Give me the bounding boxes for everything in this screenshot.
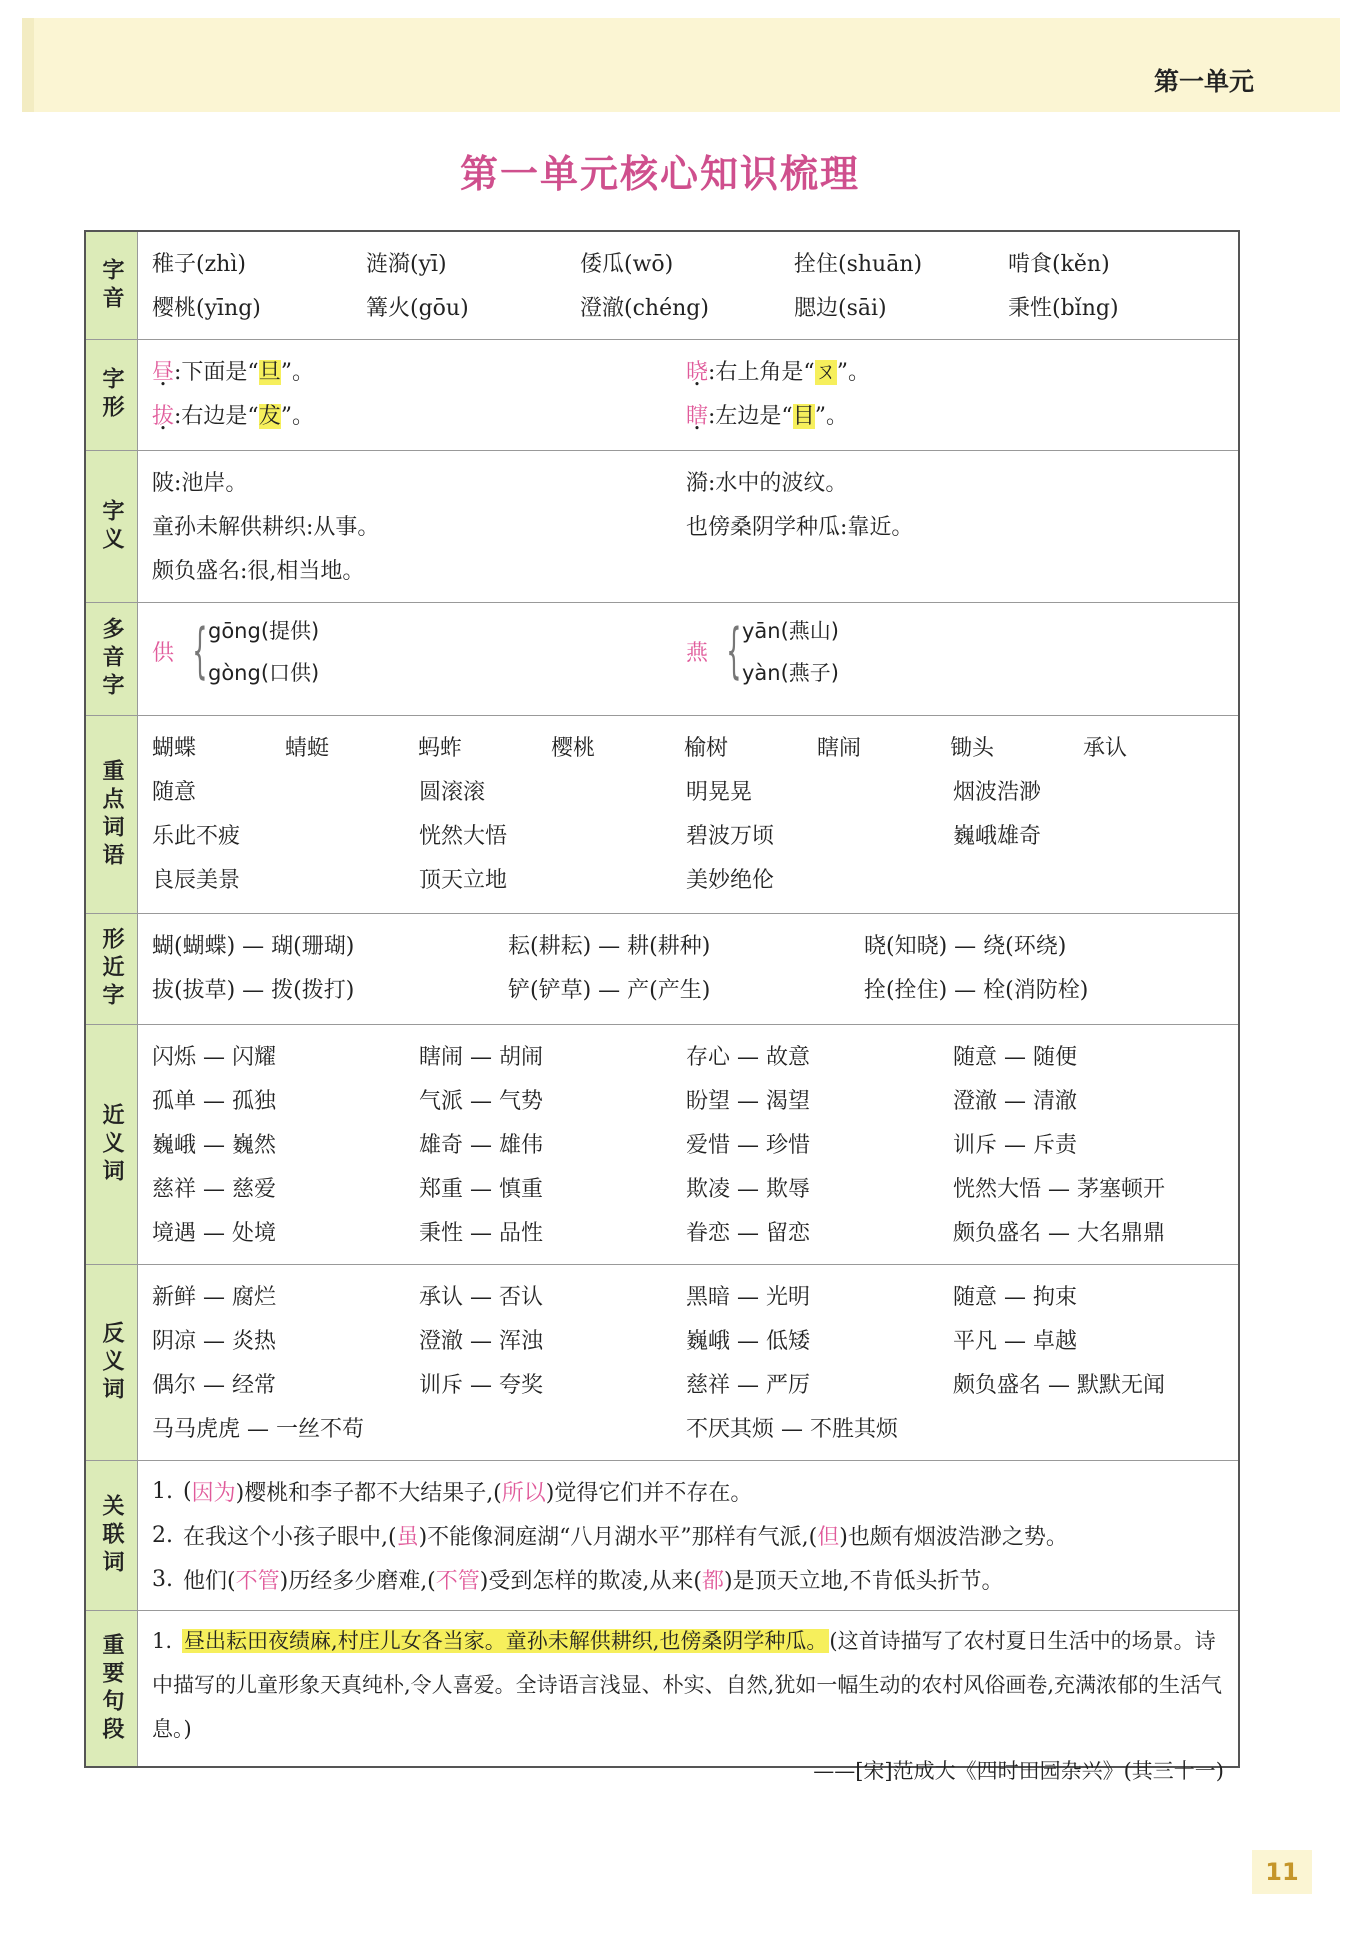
page-number: 11 — [1252, 1850, 1312, 1894]
antonym-pair: 平凡 — 卓越 — [953, 1328, 1077, 1354]
pinyin-item: 涟漪(yī) — [366, 251, 447, 277]
pinyin-item: 拴住(shuān) — [794, 251, 923, 277]
section-fan-yi — [86, 1265, 1238, 1461]
synonym-pair: 境遇 — 处境 — [152, 1220, 276, 1246]
section-label: 字形 — [86, 340, 138, 450]
zi-yin-row-1 — [152, 240, 1224, 284]
zi-yi-item: 陂:池岸。 — [152, 470, 248, 496]
word-item: 蝴蝶 — [152, 735, 197, 761]
word-item: 碧波万顷 — [686, 823, 775, 849]
synonym-pair: 巍峨 — 巍然 — [152, 1132, 276, 1158]
antonym-pair: 偶尔 — 经常 — [152, 1372, 276, 1398]
word-item: 圆滚滚 — [419, 779, 486, 805]
conjunction-sentence: 3. 他们( 不管 )历经多少磨难,( 不管 )受到怎样的欺凌,从来( 都 )是顶天立地,不肯低头折节。 — [152, 1566, 1004, 1594]
section-label: 重点词语 — [86, 716, 138, 913]
antonym-pair: 慈祥 — 严厉 — [686, 1372, 810, 1398]
antonym-pair: 承认 — 否认 — [419, 1284, 543, 1310]
synonym-pair: 爱惜 — 珍惜 — [686, 1132, 810, 1158]
zi-xing-item: 瞎:左边是“目”。 — [686, 403, 848, 429]
antonym-pair: 颇负盛名 — 默默无闻 — [953, 1372, 1165, 1398]
synonym-pair: 气派 — 气势 — [419, 1088, 543, 1114]
word-item: 蜻蜓 — [285, 735, 330, 761]
synonym-pair: 恍然大悟 — 茅塞顿开 — [953, 1176, 1165, 1202]
word-item: 巍峨雄奇 — [953, 823, 1042, 849]
word-item: 锄头 — [950, 735, 995, 761]
pinyin-item: 篝火(gōu) — [366, 295, 469, 321]
word-item: 承认 — [1083, 735, 1128, 761]
word-item: 烟波浩渺 — [953, 779, 1042, 805]
conjunction-sentence: 1. ( 因为 )樱桃和李子都不大结果子,( 所以 )觉得它们并不存在。 — [152, 1478, 753, 1506]
pinyin-item: 澄澈(chéng) — [580, 295, 709, 321]
zi-yin-row-2 — [152, 284, 1224, 328]
section-ci-yu — [86, 716, 1238, 914]
synonym-pair: 孤单 — 孤独 — [152, 1088, 276, 1114]
word-item: 蚂蚱 — [418, 735, 463, 761]
antonym-pair: 不厌其烦 — 不胜其烦 — [686, 1416, 898, 1442]
section-label: 形近字 — [86, 914, 138, 1024]
antonym-pair: 新鲜 — 腐烂 — [152, 1284, 276, 1310]
synonym-pair: 闪烁 — 闪耀 — [152, 1044, 276, 1070]
pinyin-item: 樱桃(yīng) — [152, 295, 261, 321]
pinyin-item: 倭瓜(wō) — [580, 251, 674, 277]
synonym-pair: 慈祥 — 慈爱 — [152, 1176, 276, 1202]
synonym-pair: 存心 — 故意 — [686, 1044, 810, 1070]
pinyin-item: 腮边(sāi) — [794, 295, 887, 321]
word-item: 随意 — [152, 779, 197, 805]
section-label: 关联词 — [86, 1461, 138, 1610]
antonym-pair: 随意 — 拘束 — [953, 1284, 1077, 1310]
knowledge-table — [84, 230, 1240, 1783]
polyphone-item: 燕 { yān(燕山) yàn(燕子) — [686, 616, 839, 686]
section-duo-yin — [86, 603, 1238, 716]
poem-explanation: (这首诗描写了农村夏日生活中的场景。诗中描写的儿童形象天真纯朴,令人喜爱。全诗语言浅显、朴实、自然,犹如一幅生动的农村风俗画卷,充满浓郁的生活气息。) — [152, 1629, 1223, 1741]
synonym-pair: 随意 — 随便 — [953, 1044, 1077, 1070]
antonym-pair: 黑暗 — 光明 — [686, 1284, 810, 1310]
antonym-pair: 训斥 — 夸奖 — [419, 1372, 543, 1398]
antonym-pair: 马马虎虎 — 一丝不苟 — [152, 1416, 364, 1442]
zi-xing-item: 晓:右上角是“ㄡ”。 — [686, 359, 870, 385]
section-label: 字义 — [86, 451, 138, 602]
synonym-pair: 训斥 — 斥责 — [953, 1132, 1077, 1158]
section-zi-yi — [86, 451, 1238, 603]
word-item: 良辰美景 — [152, 867, 241, 893]
header-band — [22, 18, 1340, 112]
word-item: 美妙绝伦 — [686, 867, 775, 893]
word-item: 瞎闹 — [817, 735, 862, 761]
section-zi-yin — [86, 232, 1238, 340]
zi-yi-item: 童孙未解供耕织:从事。 — [152, 514, 380, 540]
section-label: 多音字 — [86, 603, 138, 715]
synonym-pair: 瞎闹 — 胡闹 — [419, 1044, 543, 1070]
word-item: 乐此不疲 — [152, 823, 241, 849]
section-xing-jin — [86, 914, 1238, 1025]
antonym-pair: 澄澈 — 浑浊 — [419, 1328, 543, 1354]
section-zi-xing — [86, 340, 1238, 451]
word-item: 恍然大悟 — [419, 823, 508, 849]
word-item: 明晃晃 — [686, 779, 753, 805]
synonym-pair: 盼望 — 渴望 — [686, 1088, 810, 1114]
synonym-pair: 欺凌 — 欺辱 — [686, 1176, 810, 1202]
section-label: 反义词 — [86, 1265, 138, 1460]
synonym-pair: 雄奇 — 雄伟 — [419, 1132, 543, 1158]
section-label: 近义词 — [86, 1025, 138, 1264]
section-ju-duan — [86, 1611, 1238, 1783]
word-item: 樱桃 — [551, 735, 596, 761]
section-label: 字音 — [86, 232, 138, 339]
polyphone-item: 供 { gōng(提供) gòng(口供) — [152, 616, 320, 686]
word-item: 顶天立地 — [419, 867, 508, 893]
synonym-pair: 秉性 — 品性 — [419, 1220, 543, 1246]
similar-char-pair: 铲(铲草) — 产(产生) — [508, 977, 711, 1003]
similar-char-pair: 拔(拔草) — 拨(拨打) — [152, 977, 355, 1003]
synonym-pair: 郑重 — 慎重 — [419, 1176, 543, 1202]
pinyin-item: 稚子(zhì) — [152, 251, 246, 277]
pinyin-item: 啃食(kěn) — [1008, 251, 1110, 277]
page-title: 第一单元核心知识梳理 — [459, 152, 860, 196]
poem-text: 昼出耘田夜绩麻,村庄儿女各当家。童孙未解供耕织,也傍桑阴学种瓜。 — [184, 1629, 828, 1653]
similar-char-pair: 耘(耕耘) — 耕(耕种) — [508, 933, 711, 959]
synonym-pair: 颇负盛名 — 大名鼎鼎 — [953, 1220, 1165, 1246]
zi-xing-item: 昼:下面是“旦”。 — [152, 359, 314, 385]
zi-yi-item: 也傍桑阴学种瓜:靠近。 — [686, 514, 914, 540]
word-item: 榆树 — [684, 735, 729, 761]
section-guan-lian — [86, 1461, 1238, 1611]
zi-yi-item: 颇负盛名:很,相当地。 — [152, 558, 365, 584]
section-label: 重要句段 — [86, 1611, 138, 1766]
pinyin-item: 秉性(bǐng) — [1008, 295, 1119, 321]
similar-char-pair: 晓(知晓) — 绕(环绕) — [864, 933, 1067, 959]
zi-xing-item: 拔:右边是“犮”。 — [152, 403, 314, 429]
antonym-pair: 巍峨 — 低矮 — [686, 1328, 810, 1354]
zi-yi-item: 漪:水中的波纹。 — [686, 470, 848, 496]
similar-char-pair: 蝴(蝴蝶) — 瑚(珊瑚) — [152, 933, 355, 959]
unit-label: 第一单元 — [1153, 67, 1254, 96]
antonym-pair: 阴凉 — 炎热 — [152, 1328, 276, 1354]
poem-source: ——[宋]范成大《四时田园杂兴》(其三十一) — [813, 1759, 1224, 1783]
key-passage: 1. 昼出耘田夜绩麻,村庄儿女各当家。童孙未解供耕织,也傍桑阴学种瓜。(这首诗描写了农村夏日生活中的场景。诗中描写的儿童形象天真纯朴,令人喜爱。全诗语言浅显、朴实、自然,犹如一幅生动的农村风俗画卷,充满浓郁的生活气息。) — [152, 1629, 1223, 1741]
conjunction-sentence: 2. 在我这个小孩子眼中,( 虽 )不能像洞庭湖“八月湖水平”那样有气派,( 但 )也颇有烟波浩渺之势。 — [152, 1522, 1068, 1550]
synonym-pair: 澄澈 — 清澈 — [953, 1088, 1077, 1114]
section-jin-yi — [86, 1025, 1238, 1265]
similar-char-pair: 拴(拴住) — 栓(消防栓) — [864, 977, 1089, 1003]
synonym-pair: 眷恋 — 留恋 — [686, 1220, 810, 1246]
